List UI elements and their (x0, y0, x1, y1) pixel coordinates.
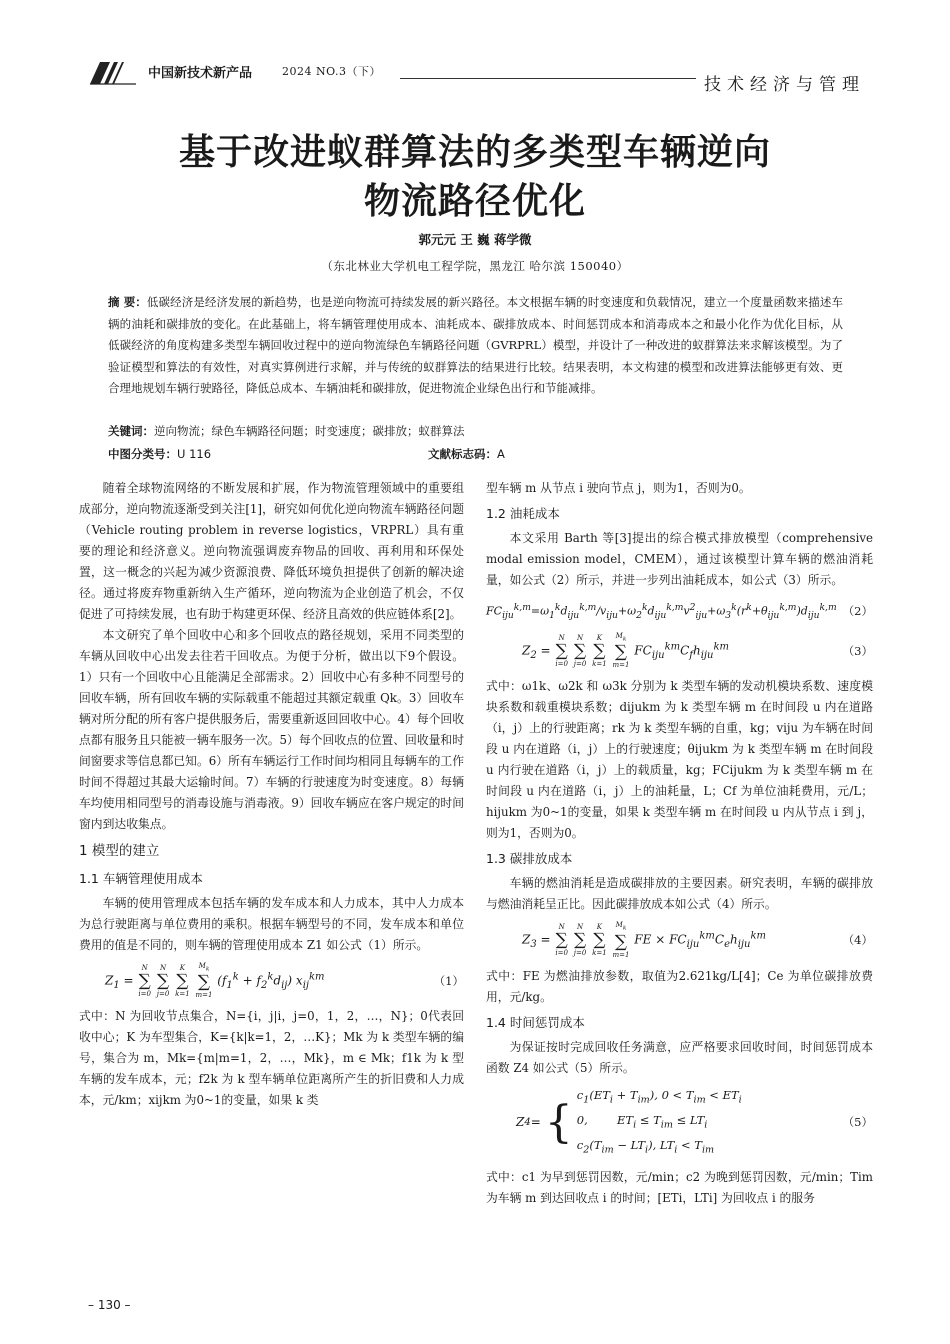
left-column (79, 478, 464, 1111)
authors: 郭元元 王 巍 蒋学微 (418, 232, 532, 247)
equation-1 (79, 962, 464, 1000)
paragraph-carbon-cost: 车辆的燃油消耗是造成碳排放的主要因素。研究表明，车辆的碳排放与燃油消耗呈正比。因此碳排放成本如公式（4）所示。 (486, 876, 873, 912)
equation-5 (486, 1085, 873, 1161)
equation-4 (486, 921, 873, 959)
intro-paragraph-1: 随着全球物流网络的不断发展和扩展，作为物流管理领域中的重要组成部分，逆向物流逐渐受到关注[1]，研究如何优化逆向物流车辆路径问题（Vehicle routing problem in reverse logistics，VRPRL）具有重要的理论和经济意义。逆向物流强调废弃物品的回收、再利用和环保处置，这一概念的兴起为减少资源浪费、降低环境负担提供了创新的解决途径。通过将废弃物重新纳入生产循环，逆向物流为企业创造了机会，不仅促进了可持续发展，也有助于构建更环保、经济且高效的供应链体系[2]。 (79, 481, 464, 621)
paragraph-eq4-notation: 式中：FE 为燃油排放参数，取值为2.621kg/L[4]；Ce 为单位碳排放费用，元/kg。 (486, 968, 873, 1004)
keywords (108, 423, 843, 439)
section-heading-1-3: 1.3 碳排放成本 (486, 851, 573, 867)
journal-issue: 2024 NO.3（下） (282, 65, 381, 78)
page-number: – 130 – (88, 1298, 131, 1312)
section-heading-1-1: 1.1 车辆管理使用成本 (79, 871, 203, 886)
journal-logo (88, 60, 138, 86)
paragraph-eq2-notation: 式中：ω1k、ω2k 和 ω3k 分别为 k 类型车辆的发动机模块系数、速度模块系数和载重模块系数；dijukm 为 k 类型车辆 m 在时间段 u 内在道路（i，j）上的行驶距离；rk 为 k 类型车辆的自重，kg；viju 为车辆在时间段 u 内在道路（i，j）上的行驶速度；θijukm 为 k 类型车辆 m 在时间段 u 内行驶在道路（i，j）上的载质量，kg；FCijukm 为 k 类型车辆 m 在时间段 u 内在道路（i，j）上的油耗量，L；Cf 为单位油耗费用，元/L；hijukm 为0~1的变量，如果 k 类型车辆 m 在时间段 u 内从节点 i 到 j，则为1，否则为0。 (486, 679, 873, 841)
paper-title-line2: 物流路径优化 (363, 181, 586, 222)
classification-value: U 116 (177, 447, 212, 461)
section-heading-1-4: 1.4 时间惩罚成本 (486, 1014, 585, 1030)
journal-name: 中国新技术新产品 (148, 66, 253, 81)
header-divider (400, 78, 696, 79)
classification (108, 446, 211, 462)
equation-4-number: （4） (842, 932, 873, 947)
equation-5-body: Z 4 = { $c_1(ET_i + T_{im})$, $0 < T_{im} < ET_i$ 0, $ET_i \le T_{im} \le LT_i$ $c_2(T_{im} - LT_i)$, $LT_i < T_{im}$ (516, 1087, 742, 1156)
section-heading-1: 1 模型的建立 (79, 843, 160, 859)
paragraph-eq5-notation: 式中：c1 为早到惩罚因数，元/min；c2 为晚到惩罚因数，元/min；Tim 为车辆 m 到达回收点 i 的时间；[ETi，LTi] 为回收点 i 的服务 (486, 1169, 873, 1205)
classification-label: 中图分类号： (108, 447, 177, 461)
paragraph-eq1-notation: 式中：N 为回收节点集合，N={i，j|i，j=0，1，2，…，N}；0代表回收中心；K 为车型集合，K={k|k=1，2，…K}；Mk 为 k 类型车辆的编号，集合为 m，Mk={m|m=1，2，…，Mk}，m ∈ Mk；f1k 为 k 型车辆的发车成本，元；f2k 为 k 型车辆单位距离所产生的折旧费和人力成本，元/km；xijkm 为0~1的变量，如果 k 类 (79, 1009, 464, 1108)
paragraph-fuel-cost: 本文采用 Barth 等[3]提出的综合模式排放模型（comprehensive modal emission model，CMEM），通过该模型计算车辆的燃油消耗量，如公式（2）所示，并进一步列出油耗成本，如公式（3）所示。 (486, 531, 873, 587)
equation-2-number: （2） (842, 603, 873, 618)
right-column (486, 478, 873, 1209)
document-code (428, 446, 505, 462)
paragraph-time-penalty: 为保证按时完成回收任务满意，应严格要求回收时间，时间惩罚成本函数 Z4 如公式（5）所示。 (486, 1039, 873, 1075)
equation-5-number: （5） (842, 1115, 873, 1130)
abstract (108, 292, 843, 400)
equation-3 (486, 632, 873, 670)
equation-4-body: $Z_3$ = N ∑ i=0 N ∑ j=0 K ∑ k=1 $M_k$ ∑ m=1 FE × $FC_{iju}^{km}C_eh_{iju}^{km}$ (522, 921, 767, 959)
doc-code-value: A (497, 447, 505, 461)
section-heading-1-2: 1.2 油耗成本 (486, 506, 560, 521)
abstract-label: 摘 要： (108, 295, 147, 309)
equation-2 (486, 597, 873, 626)
equation-3-body: $Z_2$ = N ∑ i=0 N ∑ j=0 K ∑ k=1 $M_k$ ∑ m=1 $FC_{iju}^{km}C_fh_{iju}^{km}$ (522, 631, 730, 670)
paragraph-continued: 型车辆 m 从节点 i 驶向节点 j，则为1，否则为0。 (486, 481, 751, 495)
section-name: 技术经济与管理 (704, 75, 865, 95)
keywords-label: 关键词： (108, 424, 154, 438)
equation-2-body: $FC_{iju}^{k,m}=\omega_1^kd_{iju}^{k,m}/v_{iju}+\omega_2^kd_{iju}^{k,m}v^2_{iju}+\omega_3^k(r^k+\theta_{iju}^{k,m})d_{iju}^{k,m}$ (486, 602, 837, 621)
paper-title-line1: 基于改进蚁群算法的多类型车辆逆向 (178, 132, 771, 173)
abstract-text: 低碳经济是经济发展的新趋势，也是逆向物流可持续发展的新兴路径。本文根据车辆的时变速度和负载情况，建立一个度量函数来描述车辆的油耗和碳排放的变化。在此基础上，将车辆管理使用成本、油耗成本、碳排放成本、时间惩罚成本和消毒成本之和最小化作为优化目标，从低碳经济的角度构建多类型车辆回收过程中的逆向物流绿色车辆路径问题（GVRPRL）模型，并设计了一种改进的蚁群算法来求解该模型。为了验证模型和算法的有效性，对真实算例进行求解，并与传统的蚁群算法的结果进行比较。结果表明，本文构建的模型和改进算法能够更有效、更合理地规划车辆行驶路径，降低总成本、车辆油耗和碳排放，促进物流企业绿色出行和节能减排。 (108, 295, 843, 395)
affiliation: （东北林业大学机电工程学院，黑龙江 哈尔滨 150040） (321, 259, 629, 273)
equation-1-body: $Z_1$ = N ∑ i=0 N ∑ j=0 K ∑ k=1 $M_k$ ∑ m=1 $(f_1^k + f_2^kd_{ij})$ $x_{ij}^{km}$ (105, 962, 325, 1000)
doc-code-label: 文献标志码： (428, 447, 497, 461)
keywords-text: 逆向物流；绿色车辆路径问题；时变速度；碳排放；蚁群算法 (154, 424, 465, 438)
equation-1-number: （1） (433, 973, 464, 988)
equation-3-number: （3） (842, 643, 873, 658)
intro-paragraph-2: 本文研究了单个回收中心和多个回收点的路径规划，采用不同类型的车辆从回收中心出发去往若干回收点。为便于分析，做出以下9个假设。1）只有一个回收中心且能满足全部需求。2）回收中心有多种不同型号的回收车辆，所有回收车辆的实际载重不能超过其额定载重 Qk。3）回收车辆对所分配的所有客户提供服务后，需要重新返回回收中心。4）每个回收点都有服务且只能被一辆车服务一次。5）每个回收点的位置、回收量和时间窗要求等信息都已知。6）所有车辆运行工作时间均相同且每辆车的工作时间不得超过其最大运输时间。7）车辆的行驶速度为时变速度。8）每辆车均使用相同型号的消毒设施与消毒液。9）回收车辆应在客户规定的时间窗内到达收集点。 (79, 628, 465, 831)
paragraph-vehicle-cost: 车辆的使用管理成本包括车辆的发车成本和人力成本，其中人力成本为总行驶距离与单位费用的乘积。根据车辆型号的不同，发车成本和单位费用的值是不同的，则车辆的管理使用成本 Z1 如公式（1）所示。 (79, 896, 464, 952)
